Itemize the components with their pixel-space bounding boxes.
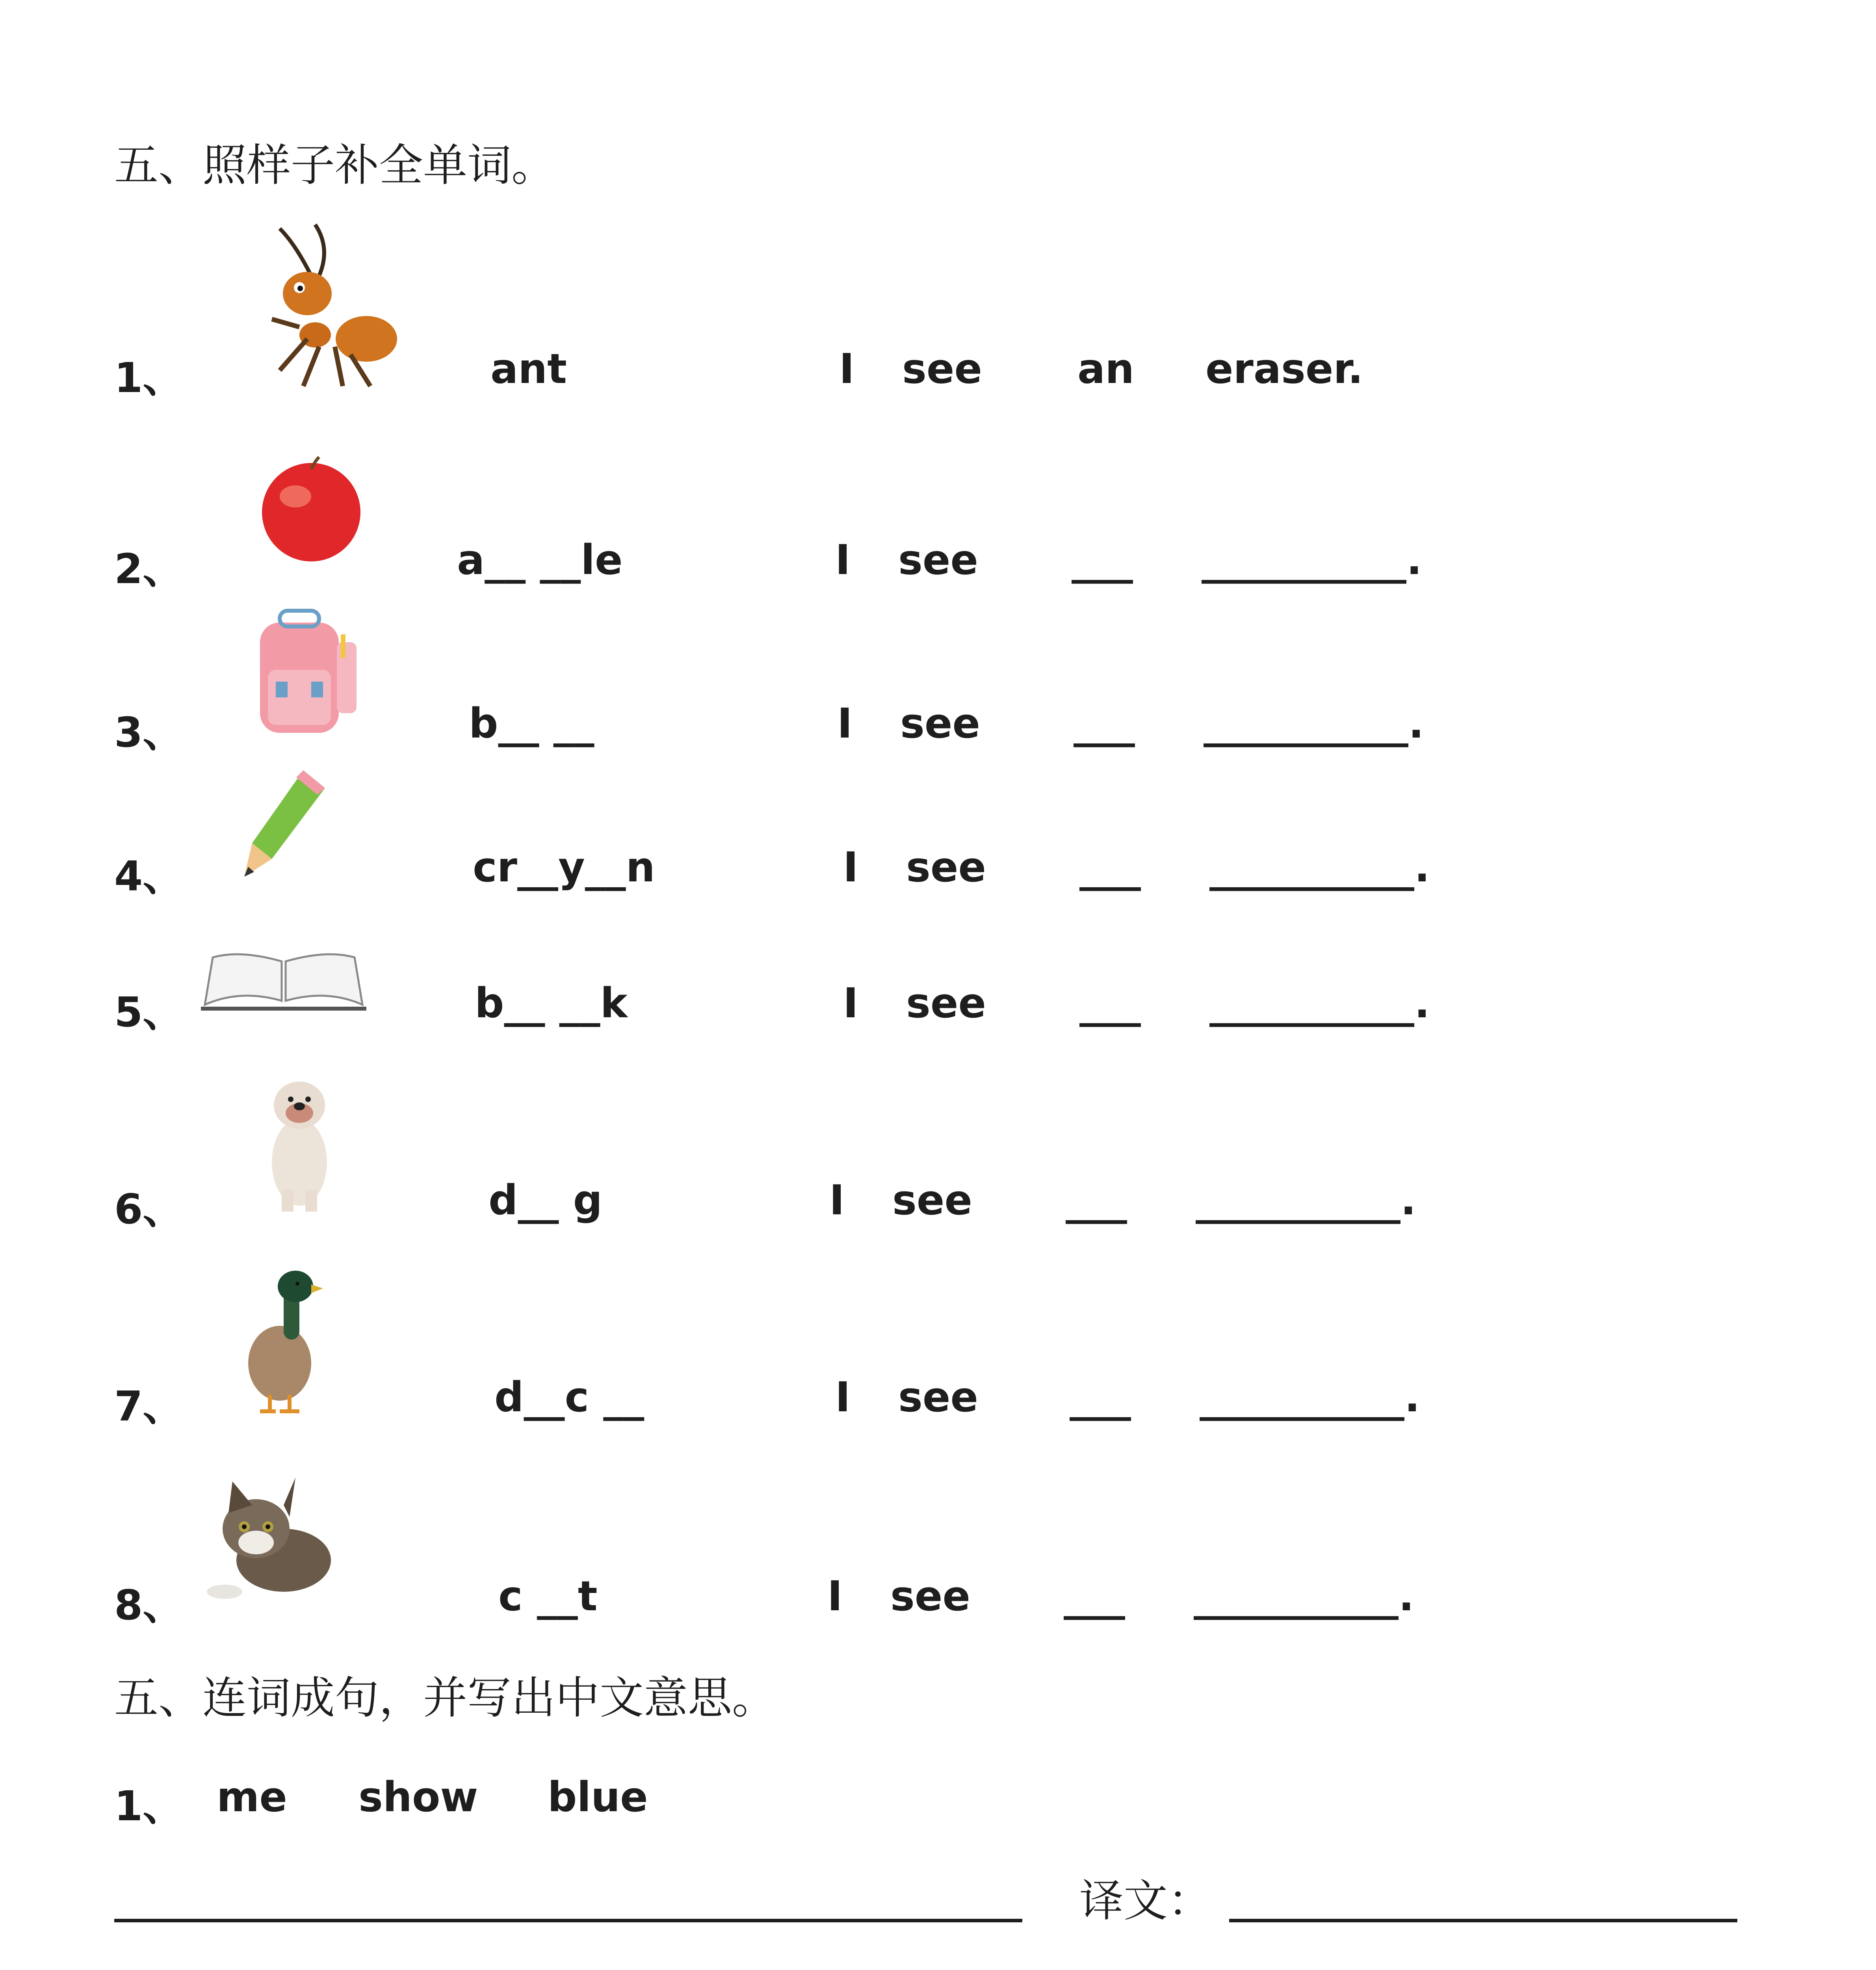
section2-title: 五、连词成句，并写出中文意思。 <box>114 1673 776 1724</box>
translation-answer-line[interactable] <box>1229 1919 1737 1922</box>
row-see: see <box>892 1176 972 1224</box>
row-article: ___ <box>1066 1176 1127 1224</box>
item-word: blue <box>548 1773 648 1821</box>
row-number: 6、 <box>114 1185 184 1233</box>
item-word: show <box>358 1773 478 1821</box>
row-word: a__ __le <box>457 536 623 584</box>
row-i: I <box>829 1176 845 1224</box>
row-article: ___ <box>1064 1572 1125 1620</box>
item-word: me <box>217 1773 287 1821</box>
row-see: see <box>906 843 986 891</box>
duck-icon <box>236 1265 323 1414</box>
row-word: d__c __ <box>494 1373 645 1421</box>
row-noun: __________. <box>1204 699 1424 747</box>
row-article: ___ <box>1079 979 1141 1027</box>
row-see: see <box>902 345 982 393</box>
schoolbag-icon <box>236 607 370 741</box>
row-article: ___ <box>1074 699 1135 747</box>
row-noun: __________. <box>1200 1373 1420 1421</box>
row-noun: __________. <box>1202 536 1422 584</box>
row-article: ___ <box>1072 536 1133 584</box>
row-word: b__ __k <box>475 979 628 1027</box>
row-noun: __________. <box>1194 1572 1414 1620</box>
row-i: I <box>835 1373 851 1421</box>
row-noun: __________. <box>1196 1176 1416 1224</box>
row-i: I <box>835 536 851 584</box>
row-word: b__ __ <box>469 699 594 747</box>
row-word: ant <box>490 345 567 393</box>
row-noun: eraser. <box>1205 345 1363 393</box>
ant-icon <box>256 221 398 394</box>
row-word: c __t <box>498 1572 598 1620</box>
sentence-answer-line[interactable] <box>114 1919 1022 1922</box>
row-word: cr__y__n <box>473 843 655 891</box>
row-see: see <box>906 979 986 1027</box>
row-i: I <box>827 1572 843 1620</box>
row-noun: __________. <box>1209 843 1430 891</box>
row-see: see <box>900 699 980 747</box>
row-i: I <box>843 979 858 1027</box>
crayon-icon <box>236 766 331 885</box>
row-i: I <box>843 843 858 891</box>
translation-label: 译文： <box>1079 1875 1212 1927</box>
row-see: see <box>898 536 978 584</box>
row-number: 1、 <box>114 354 184 402</box>
section1-title: 五、照样子补全单词。 <box>114 140 555 191</box>
row-number: 5、 <box>114 988 184 1036</box>
row-number: 2、 <box>114 545 184 593</box>
row-number: 8、 <box>114 1581 184 1629</box>
apple-icon <box>256 453 366 563</box>
row-word: d__ g <box>489 1176 603 1224</box>
item-number: 1、 <box>114 1782 184 1830</box>
row-article: ___ <box>1070 1373 1131 1421</box>
row-see: see <box>898 1373 978 1421</box>
row-article: an <box>1077 345 1135 393</box>
row-see: see <box>890 1572 970 1620</box>
row-number: 4、 <box>114 852 184 900</box>
dog-icon <box>260 1072 339 1214</box>
row-i: I <box>839 345 854 393</box>
row-i: I <box>837 699 853 747</box>
row-article: ___ <box>1079 843 1141 891</box>
row-number: 7、 <box>114 1382 184 1430</box>
row-number: 3、 <box>114 708 184 756</box>
row-noun: __________. <box>1209 979 1430 1027</box>
book-icon <box>197 946 370 1017</box>
cat-icon <box>201 1474 339 1604</box>
